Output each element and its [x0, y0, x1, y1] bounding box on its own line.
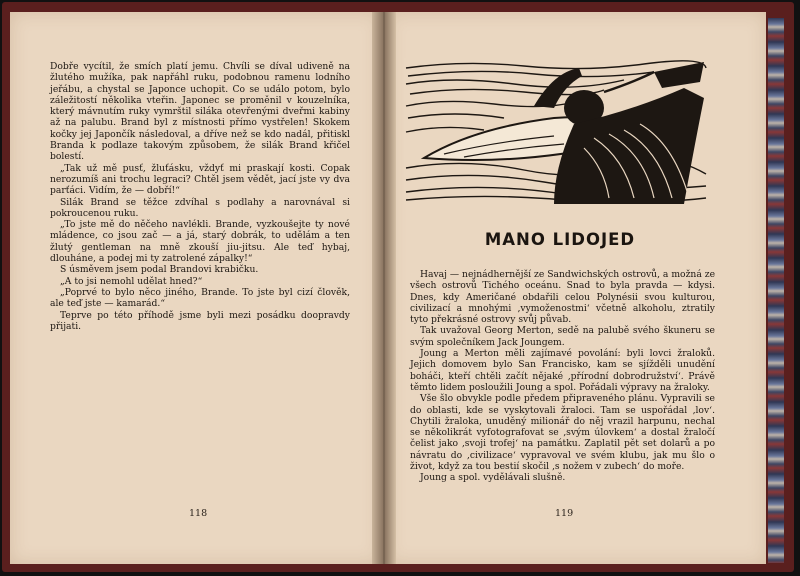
paragraph: Silák Brand se těžce zdvíhal s podlahy a narovnával si pokroucenou ruku.: [50, 196, 350, 219]
paragraph: Dobře vycítil, že smích platí jemu. Chvíli se díval udiveně na žlutého mužíka, pak napřáhl ruku, podobnou ramenu lodního jeřábu, a chystal se Japonce uchopit. Co se událo potom, bylo záležitostí několika vteřin. Japonec se proměnil v kouzelníka, který mávnutím ruky vymrštil siláka otevřenými dveřmi kabiny až na palubu. Brand byl z místnosti přímo vystřelen! Skokem kočky jej Japončík následoval, a dříve než se kdo nadál, přitiskl Branda k podlaze takovým způsobem, že silák Brand křičel bolestí.: [50, 61, 350, 163]
paragraph: Teprve po této příhodě jsme byli mezi posádku doopravdy přijati.: [50, 309, 350, 332]
page-number-right: 119: [555, 508, 574, 519]
book-gutter: [372, 12, 396, 564]
paragraph: Havaj — nejnádhernější ze Sandwichských ostrovů, a možná ze všech ostrovů Tichého oceánu. Snad to byla pravda — kdysi. Dnes, kdy Američané obdařili celou Polynésii svou kulturou, civilizací a mnohými ‚vymoženostmi‘ včetně alkoholu, ztratily tyto překrásné ostrovy svůj půvab.: [410, 269, 716, 326]
paragraph: „A to jsi nemohl udělat hned?“: [60, 275, 203, 287]
chapter-title: MANO LIDOJED: [484, 230, 636, 249]
paragraph: „Tak už mě pusť, žluťásku, vždyť mi praskají kosti. Copak nerozumíš ani trochu legraci? Chtěl jsem vědět, jací jste vy dva parťáci. Vidím, že — dobří!“: [50, 162, 350, 197]
paragraph: „Poprvé to bylo něco jiného, Brande. To jste byl cizí člověk, ale teď jste — kamarád.“: [50, 286, 350, 310]
paragraph: „To jste mě do něčeho navlékli. Brande, vyzkoušejte ty nové mládence, co jsou zač — a já, starý dobrák, to udělám a ten žlutý gentleman na mně zkouší jiu-jitsu. Ale teď hybaj, dlouháne, a podej mi ty zatrolené zápalky!“: [50, 219, 350, 265]
paragraph: Joung a Merton měli zajímavé povolání: byli lovci žraloků. Jejich domovem bylo San Francisko, kam se sjížděli unudění boháči, kteří chtěli začít nějaké ‚přírodní dobrodružství‘. Právě těmto lidem posloužili Joung a spol. Pořádali výpravy na žraloky.: [410, 348, 715, 393]
woodcut-shark-and-man-illustration: [404, 58, 708, 204]
left-page-text: [50, 61, 350, 332]
right-page-text: [410, 269, 715, 484]
paragraph: Joung a spol. vydělávali slušně.: [420, 472, 566, 484]
page-edge-strip: [768, 18, 784, 563]
paragraph: S úsměvem jsem podal Brandovi krabičku.: [60, 264, 259, 276]
paragraph: Tak uvažoval Georg Merton, sedě na palubě svého škuneru se svým společníkem Jack Joungem.: [410, 325, 715, 348]
paragraph: Vše šlo obvykle podle předem připraveného plánu. Vypravili se do oblasti, kde se vyskytovali žraloci. Tam se uspořádal ‚lov‘. Chytili žraloka, unuděný milionář do něj vrazil harpunu, nechal se několikrát vyfotografovat se ‚svým úlovkem‘ a dostal žraločí čelist jako ‚svoji trofej‘ na památku. Zaplatil pět set dolarů a po návratu do ‚civilizace‘ vypravoval ve svém klubu, jak mu šlo o život, když za tou bestií skočil ‚s nožem v zubech‘ do moře.: [410, 393, 715, 473]
page-number-left: 118: [189, 508, 208, 519]
